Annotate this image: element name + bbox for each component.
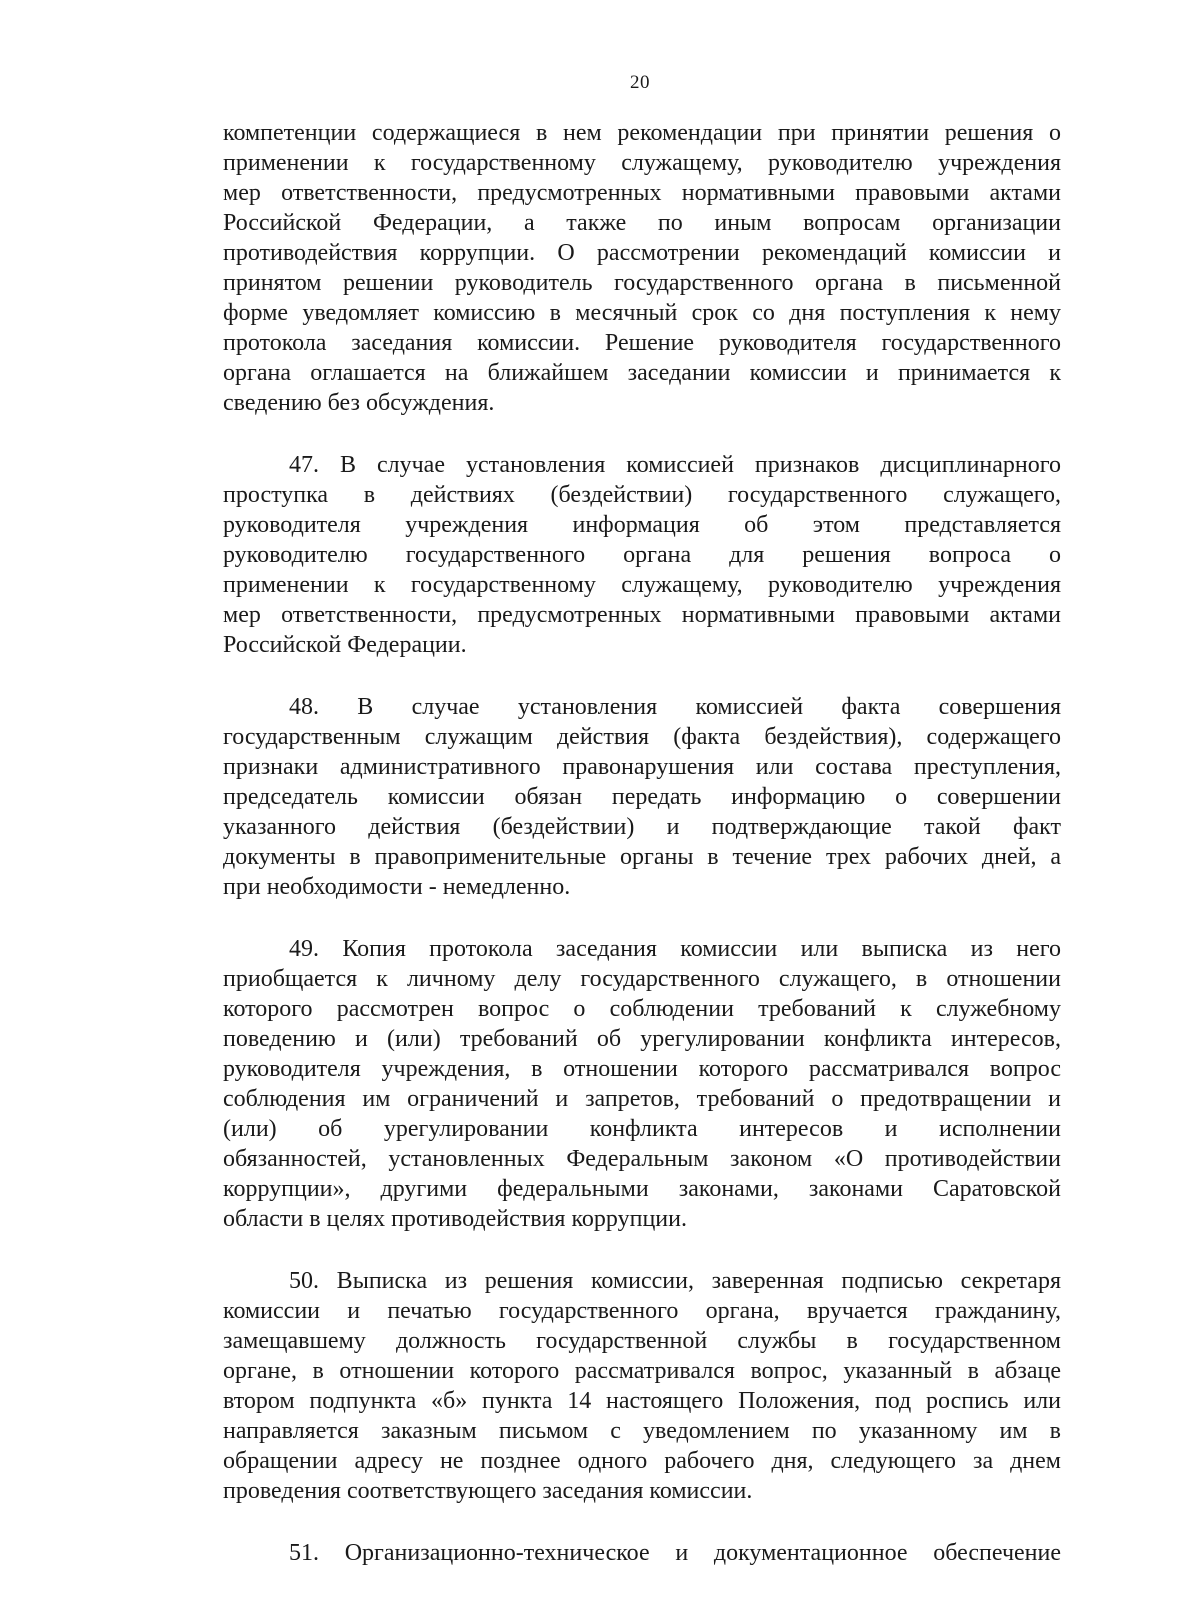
page-number: 20 bbox=[630, 72, 650, 93]
text-line: области в целях противодействия коррупции. bbox=[223, 1206, 687, 1232]
text-line: председатель комиссии обязан передать информацию о совершении bbox=[223, 784, 1061, 810]
paragraph-p51 bbox=[223, 1538, 1061, 1568]
text-line: которого рассмотрен вопрос о соблюдении требований к служебному bbox=[223, 996, 1061, 1022]
text-line: втором подпункта «б» пункта 14 настоящего Положения, под роспись или bbox=[223, 1388, 1061, 1414]
text-line: применении к государственному служащему, руководителю учреждения bbox=[223, 572, 1061, 598]
text-line: при необходимости - немедленно. bbox=[223, 874, 571, 900]
text-line: государственным служащим действия (факта бездействия), содержащего bbox=[223, 724, 1061, 750]
text-line: обращении адресу не позднее одного рабочего дня, следующего за днем bbox=[223, 1448, 1061, 1474]
text-line: применении к государственному служащему, руководителю учреждения bbox=[223, 150, 1061, 176]
text-line: руководителя учреждения, в отношении которого рассматривался вопрос bbox=[223, 1056, 1061, 1082]
paragraph-p48 bbox=[223, 692, 1061, 902]
text-line: коррупции», другими федеральными законами, законами Саратовской bbox=[223, 1176, 1061, 1202]
text-line: 47. В случае установления комиссией признаков дисциплинарного bbox=[289, 452, 1061, 478]
text-line: мер ответственности, предусмотренных нормативными правовыми актами bbox=[223, 602, 1061, 628]
text-line: документы в правоприменительные органы в течение трех рабочих дней, а bbox=[223, 844, 1061, 870]
paragraph-p50 bbox=[223, 1266, 1061, 1506]
text-line: руководителю государственного органа для решения вопроса о bbox=[223, 542, 1061, 568]
text-line: протокола заседания комиссии. Решение руководителя государственного bbox=[223, 330, 1061, 356]
text-line: указанного действия (бездействии) и подтверждающие такой факт bbox=[223, 814, 1061, 840]
text-line: 50. Выписка из решения комиссии, заверенная подписью секретаря bbox=[289, 1268, 1061, 1294]
paragraph-p49 bbox=[223, 934, 1061, 1234]
text-line: 51. Организационно-техническое и документационное обеспечение bbox=[289, 1540, 1061, 1566]
text-line: соблюдения им ограничений и запретов, требований о предотвращении и bbox=[223, 1086, 1061, 1112]
text-line: 49. Копия протокола заседания комиссии или выписка из него bbox=[289, 936, 1061, 962]
text-line: Российской Федерации. bbox=[223, 632, 467, 658]
text-line: направляется заказным письмом с уведомлением по указанному им в bbox=[223, 1418, 1061, 1444]
text-line: приобщается к личному делу государственного служащего, в отношении bbox=[223, 966, 1061, 992]
text-line: форме уведомляет комиссию в месячный срок со дня поступления к нему bbox=[223, 300, 1061, 326]
text-line: сведению без обсуждения. bbox=[223, 390, 495, 416]
paragraph-p47 bbox=[223, 450, 1061, 660]
text-line: проступка в действиях (бездействии) государственного служащего, bbox=[223, 482, 1061, 508]
text-line: противодействия коррупции. О рассмотрении рекомендаций комиссии и bbox=[223, 240, 1061, 266]
text-line: (или) об урегулировании конфликта интересов и исполнении bbox=[223, 1116, 1061, 1142]
text-line: 48. В случае установления комиссией факта совершения bbox=[289, 694, 1061, 720]
text-line: принятом решении руководитель государственного органа в письменной bbox=[223, 270, 1061, 296]
text-line: обязанностей, установленных Федеральным законом «О противодействии bbox=[223, 1146, 1061, 1172]
text-line: Российской Федерации, а также по иным вопросам организации bbox=[223, 210, 1061, 236]
text-line: компетенции содержащиеся в нем рекомендации при принятии решения о bbox=[223, 120, 1061, 146]
text-line: комиссии и печатью государственного органа, вручается гражданину, bbox=[223, 1298, 1061, 1324]
text-line: органе, в отношении которого рассматривался вопрос, указанный в абзаце bbox=[223, 1358, 1061, 1384]
text-line: руководителя учреждения информация об этом представляется bbox=[223, 512, 1061, 538]
text-line: мер ответственности, предусмотренных нормативными правовыми актами bbox=[223, 180, 1061, 206]
text-line: проведения соответствующего заседания комиссии. bbox=[223, 1478, 753, 1504]
paragraph-p46_cont bbox=[223, 118, 1061, 418]
text-line: поведению и (или) требований об урегулировании конфликта интересов, bbox=[223, 1026, 1061, 1052]
text-line: признаки административного правонарушения или состава преступления, bbox=[223, 754, 1061, 780]
text-line: замещавшему должность государственной службы в государственном bbox=[223, 1328, 1061, 1354]
document-body bbox=[223, 118, 1061, 1600]
text-line: органа оглашается на ближайшем заседании комиссии и принимается к bbox=[223, 360, 1061, 386]
